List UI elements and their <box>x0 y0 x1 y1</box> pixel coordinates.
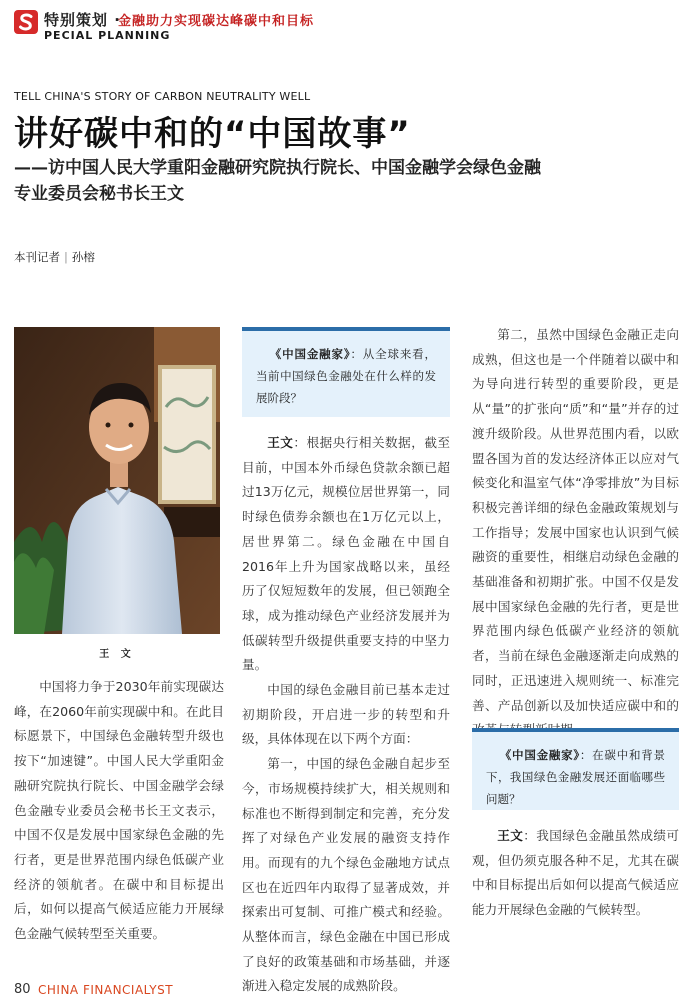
paragraph: 中国将力争于2030年前实现碳达峰，在2060年前实现碳中和。在此目标愿景下，中国绿色金融转型升级也按下“加速键”。中国人民大学重阳金融研究院执行院长、中国金融学会绿色金融专业委员会秘书长王文表示，中国不仅是发展中国家绿色金融的先行者，更是世界范围内绿色低碳产业经济的领航者。在碳中和目标提出后，如何以提高气候适应能力开展绿色金融气候转型至关重要。 <box>14 679 224 942</box>
byline <box>14 249 95 265</box>
article-subtitle-line-1: ——访中国人民大学重阳金融研究院执行院长、中国金融学会绿色金融 <box>14 158 541 178</box>
magazine-name: 《中国金融家》 <box>269 347 351 361</box>
answer-text: ：我国绿色金融虽然成绩可观，但仍须克服各种不足，尤其在碳中和目标提出后如何以提高气候适应能力开展绿色金融的气候转型。 <box>472 828 680 918</box>
speaker-name: 王文 <box>267 435 294 450</box>
paragraph: 第一，中国的绿色金融自起步至今，市场规模持续扩大，相关规则和标准也不断得到制定和完善，充分发挥了对绿色产业发展的融资支持作用。而现有的九个绿色金融地方试点区也在近四年内取得了显著成效，并探索出可复制、可推广模式和经验。从整体而言，绿色金融在中国已形成了良好的政策基础和市场基础，并逐渐进入稳定发展的成熟阶段。 <box>242 756 450 994</box>
question-body: ：在碳中和背景下，我国绿色金融发展还面临哪些问题？ <box>486 748 665 806</box>
body-column-2 <box>242 431 450 999</box>
question-text <box>256 343 436 409</box>
magazine-name: 《中国金融家》 <box>499 748 580 762</box>
paragraph: 中国的绿色金融目前已基本走过初期阶段，开启进一步的转型和升级，具体体现在以下两个方面： <box>242 682 450 747</box>
portrait-photo <box>14 327 220 634</box>
interview-question-box <box>472 728 679 810</box>
answer-paragraph <box>472 824 679 923</box>
page-number: 80 <box>14 982 31 997</box>
body-column-3 <box>472 323 679 743</box>
question-text <box>486 744 665 810</box>
answer-text: ：根据央行相关数据，截至目前，中国本外币绿色贷款余额已超过13万亿元，规模位居世界第一，同时绿色债券余额也在1万亿元以上，居世界第二。绿色金融在中国自2016年上升为国家战略以来，虽经历了仅短短数年的发展，但已领跑全球，成为推动绿色产业经济发展并为低碳转型升级提供重要支持的中坚力量。 <box>242 435 450 673</box>
article-kicker: TELL CHINA'S STORY OF CARBON NEUTRALITY WELL <box>14 90 311 103</box>
section-label: 特别策划 · <box>44 11 121 29</box>
photo-caption: 王 文 <box>99 649 135 660</box>
question-body: ：从全球来看，当前中国绿色金融处在什么样的发展阶段？ <box>256 347 437 405</box>
body-column-4 <box>472 824 679 923</box>
section-label-english: PECIAL PLANNING <box>44 29 171 42</box>
article-title: 讲好碳中和的“中国故事” <box>14 114 411 154</box>
byline-separator: | <box>64 250 68 264</box>
byline-name: 孙榕 <box>71 250 95 264</box>
body-column-1 <box>14 675 224 947</box>
interview-question-box <box>242 327 450 417</box>
magazine-name-footer: CHINA FINANCIALYST <box>38 983 174 997</box>
answer-paragraph <box>242 431 450 678</box>
section-logo-icon <box>14 10 38 34</box>
section-topic: 金融助力实现碳达峰碳中和目标 <box>118 14 315 29</box>
paragraph: 第二，虽然中国绿色金融正走向成熟，但这也是一个伴随着以碳中和为导向进行转型的重要阶段，更是从“量”的扩张向“质”和“量”并存的过渡升级阶段。从世界范围内看，以欧盟各国为首的发达经济体正以应对气候变化和温室气体“净零排放”为目标积极完善详细的绿色金融政策规划与工作指导；发展中国家也认识到气候融资的重要性，相继启动绿色金融的基础准备和初期扩张。中国不仅是发展中国家绿色金融的先行者，更是世界范围内绿色低碳产业经济的领航者，当前在绿色金融逐渐走向成熟的同时，正迅速进入规则统一、标准完善、产品创新以及加快适应碳中和的 <box>472 327 679 713</box>
byline-role: 本刊记者 <box>14 250 60 264</box>
speaker-name: 王文 <box>497 828 524 843</box>
article-subtitle-line-2: 专业委员会秘书长王文 <box>14 184 184 204</box>
